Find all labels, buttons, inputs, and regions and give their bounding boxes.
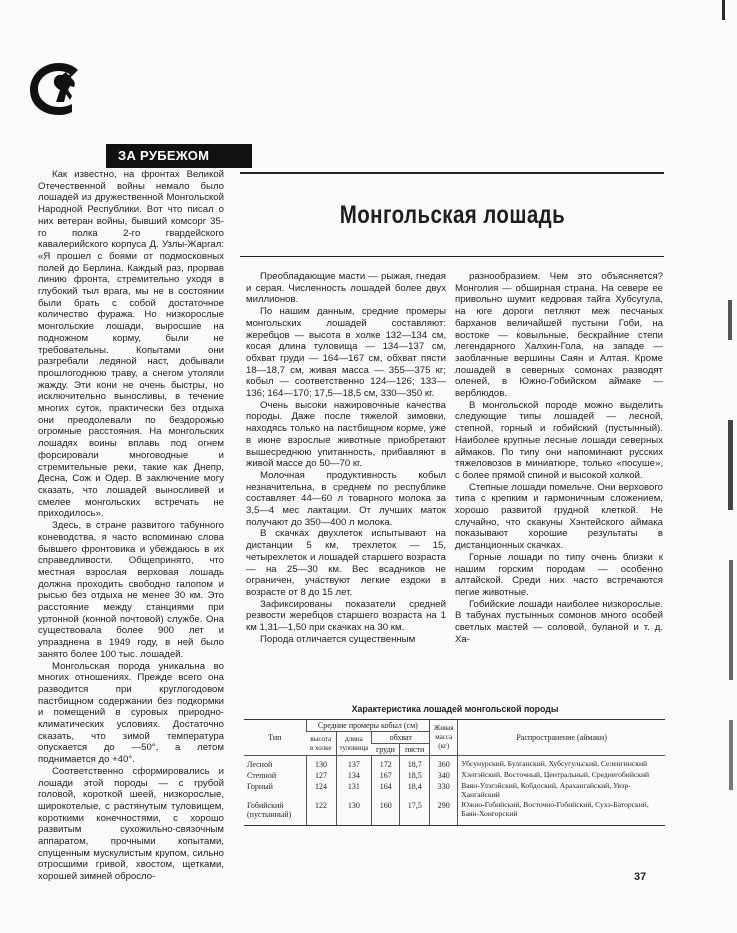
cell-region: Хэнтэйский, Восточный, Центральный, Среднегобийский bbox=[458, 770, 665, 781]
cell-mass: 360 bbox=[430, 756, 458, 771]
header-girth: обхват bbox=[372, 732, 430, 744]
column-3 bbox=[455, 271, 663, 699]
paragraph: Преобладающие масти — рыжая, гнедая и серая. Численность лошадей более двух миллионов. bbox=[246, 271, 446, 306]
cell-type: Горный bbox=[247, 782, 273, 791]
rearing-horse-icon bbox=[26, 60, 92, 118]
cell-length: 134 bbox=[336, 770, 372, 781]
cell-cannon: 18,7 bbox=[400, 756, 430, 771]
scan-edge-mark bbox=[728, 420, 733, 510]
article-title: Монгольская лошадь bbox=[339, 200, 565, 229]
article-title-box bbox=[240, 172, 664, 257]
paragraph: Порода отличается существенным bbox=[260, 633, 416, 645]
scan-edge-mark bbox=[729, 720, 733, 790]
header-length: длина туловища bbox=[336, 732, 372, 756]
header-region: Распространение (аймаки) bbox=[458, 720, 665, 756]
table-row bbox=[244, 800, 665, 826]
cell-length: 130 bbox=[336, 800, 372, 826]
header-type: Тип bbox=[244, 720, 306, 756]
cell-chest: 172 bbox=[372, 756, 400, 771]
scan-edge-mark bbox=[729, 560, 733, 680]
cell-chest: 164 bbox=[372, 781, 400, 800]
table-row bbox=[244, 756, 665, 771]
scan-edge-mark bbox=[722, 0, 725, 20]
paragraph: Гобийские лошади наиболее низкорослые. В табунах пустынных сомонов много особей светлых мастей — соловой, буланой и т. д. Ха- bbox=[455, 598, 663, 645]
header-height: высота в холке bbox=[306, 732, 336, 756]
header-mass: Живая масса (кг) bbox=[430, 720, 458, 756]
paragraph: Горные лошади по типу очень близки к нашим горским породам — особенно алтайской. Среди них часто встречаются пегие животные. bbox=[455, 551, 663, 598]
paragraph: По нашим данным, средние промеры монгольских лошадей составляют: жеребцов — высота в холке 132—134 см, косая длина туловища — 134—137 см, обхват груди — 164—167 см, обхват пясти 18—18,7 см, живая масса — 355—375 кг; кобыл — соответственно 124—126; 133—136; 164—170; 17,5—18,5 см, 330—350 кг. bbox=[246, 306, 446, 400]
cell-type: Лесной bbox=[247, 760, 273, 769]
header-measures: Средние промеры кобыл (см) bbox=[306, 720, 430, 732]
cell-cannon: 17,5 bbox=[400, 800, 430, 826]
column-1 bbox=[38, 169, 224, 891]
cell-height: 122 bbox=[306, 800, 336, 826]
scan-edge-mark bbox=[728, 300, 732, 340]
table-caption: Характеристика лошадей монгольской породы bbox=[351, 704, 559, 714]
paragraph: Соответственно сформировались и лошади этой породы — с грубой головой, короткой шеей, низкорослые, широкотелые, с растянутым туловищем, короткими конечностями, с хорошо развитым сухожильно-связочным аппаратом, прочными копытами, спущенным мускулистым крупом, сильно отросшими гривой, хвостом, щетками, хорошей зимней обросло- bbox=[38, 765, 224, 883]
table-row bbox=[244, 781, 665, 800]
section-label: ЗА РУБЕЖОМ bbox=[106, 144, 252, 168]
paragraph: разнообразием. Чем это объясняется? Монголия — обширная страна. На севере ее привольно шумит кедровая тайга Хубсугула, на юге дороги петляют меж песчаных барханов величайшей пустыни Гоби, на востоке — ковыльные, бескрайние степи легендарного Халхин-Гола, на западе — заоблачные вершины Саян и Алтая. Кроме лошадей в северных сомонах разводят оленей, в Южно-Гобийском аймаке — верблюдов. bbox=[455, 271, 663, 400]
cell-region: Убсунурский, Булганский, Хубсугульский, Селенгинский bbox=[458, 756, 665, 771]
paragraph: Как известно, на фронтах Великой Отечественной войны немало было лошадей из дружественной Монгольской Народной Республики. Вот что писал о них ветеран войны, бывший комсорг 35-го полка 2-го гвардейского кавалерийского корпуса Д. Узлы-Жаргал: «Я прошел с боями от подмосковных полей до Берлина. Каждый раз, прорвав линию фронта, стремительно уходя в глубокий тыл врага, мы не в состоянии были брать с собой достаточное количество фуража. Но низкорослые монгольские лошади, выросшие на подножном корму, были не требовательны. Копытами они разгребали ледяной наст, добывали прошлогоднюю траву, а снегом утоляли жажду. Эти кони не очень быстры, но исключительно выносливы, в течение многих суток, практически без отдыха они преодолевали по бездорожью огромные расстояния. На монгольских лошадях воины вплавь под огнем форсировали многоводные и стремительные реки, такие как Днепр, Десна, Сож и Одер. В заключение могу сказать, что лошадей выносливей и смелее монгольских встречать не приходилось». bbox=[38, 169, 224, 520]
cell-type: Степной bbox=[247, 771, 277, 780]
paragraph: Здесь, в стране развитого табунного коневодства, я часто вспоминаю слова бывшего фронтовика и убеждаюсь в их справедливости. Общепринято, что местная взрослая верховая лошадь должна проходить свободно галопом и рысью без отдыха не менее 30 км. Это расстояние между станциями при уртонной (конной почтовой) службе. Она существовала более 900 лет и упразднена в 1949 году, в ней было занято более 100 тыс. лошадей. bbox=[38, 520, 224, 660]
cell-region: Южно-Гобийский, Восточно-Гобийский, Сухэ-Баторский, Баян-Хонгорский bbox=[458, 800, 665, 826]
cell-height: 127 bbox=[306, 770, 336, 781]
cell-height: 130 bbox=[306, 756, 336, 771]
cell-length: 137 bbox=[336, 756, 372, 771]
paragraph: В монгольской породе можно выделить следующие типы лошадей — лесной, степной, горный и гобийский (пустынный). Наиболее крупные лесные лошади северных аймаков. По типу они напоминают русских тяжеловозов в миниатюре, только «посуше», с более прямой спиной и высокой холкой. bbox=[455, 399, 663, 481]
cell-length: 131 bbox=[336, 781, 372, 800]
paragraph: В скачках двухлеток испытывают на дистанции 5 км, трехлеток — 15, четырехлеток и лошадей старшего возраста — на 25—30 км. Вес всадников не ограничен, участвуют легкие ездоки в возрасте от 8 до 15 лет. bbox=[246, 528, 446, 598]
cell-mass: 340 bbox=[430, 770, 458, 781]
cell-chest: 167 bbox=[372, 770, 400, 781]
cell-height: 124 bbox=[306, 781, 336, 800]
cell-mass: 330 bbox=[430, 781, 458, 800]
cell-chest: 160 bbox=[372, 800, 400, 826]
header-chest: груди bbox=[372, 744, 400, 756]
characteristics-table bbox=[244, 719, 665, 826]
table-row bbox=[244, 770, 665, 781]
header-cannon: пясти bbox=[400, 744, 430, 756]
paragraph: Молочная продуктивность кобыл незначительна, в среднем по республике составляет 44—60 л товарного молока за 3,5—4 мес лактации. От лучших маток получают до 350—400 л молока. bbox=[246, 469, 446, 528]
page-number: 37 bbox=[634, 871, 647, 883]
cell-region: Ваян-Улэгэйский, Кобдоский, Арахангайский, Увэр-Хангайский bbox=[458, 781, 665, 800]
paragraph: Монгольская порода уникальна во многих отношениях. Прежде всего она разводится при круглогодовом пастбищном содержании без подкормки и помещений в суровых природно-климатических условиях. Достаточно сказать, что зимой температура опускается до —50°, а летом поднимается до +40°. bbox=[38, 660, 224, 766]
cell-cannon: 18,4 bbox=[400, 781, 430, 800]
section-logo bbox=[26, 60, 226, 163]
paragraph: Очень высоки нажировочные качества породы. Даже после тяжелой зимовки, находясь только на пастбищном корме, уже в июне взрослые животные приобретают вышесреднюю упитанность, прибавляют в живой массе до 50—70 кг. bbox=[246, 399, 446, 470]
paragraph: Степные лошади помельче. Они верхового типа с крепким и гармоничным сложением, хорошо развитой грудной клеткой. Не случайно, что скакуны Хэнтейского аймака показывают хорошие результаты в дистанционных скачках. bbox=[455, 481, 663, 552]
cell-cannon: 18,5 bbox=[400, 770, 430, 781]
cell-mass: 290 bbox=[430, 800, 458, 826]
cell-type: Гобийский (пустынный) bbox=[244, 800, 306, 826]
paragraph: Зафиксированы показатели средней резвости жеребцов старшего возраста на 1 км 1,31—1,50 при скачках на 30 км. bbox=[246, 598, 446, 634]
column-2 bbox=[246, 271, 446, 699]
